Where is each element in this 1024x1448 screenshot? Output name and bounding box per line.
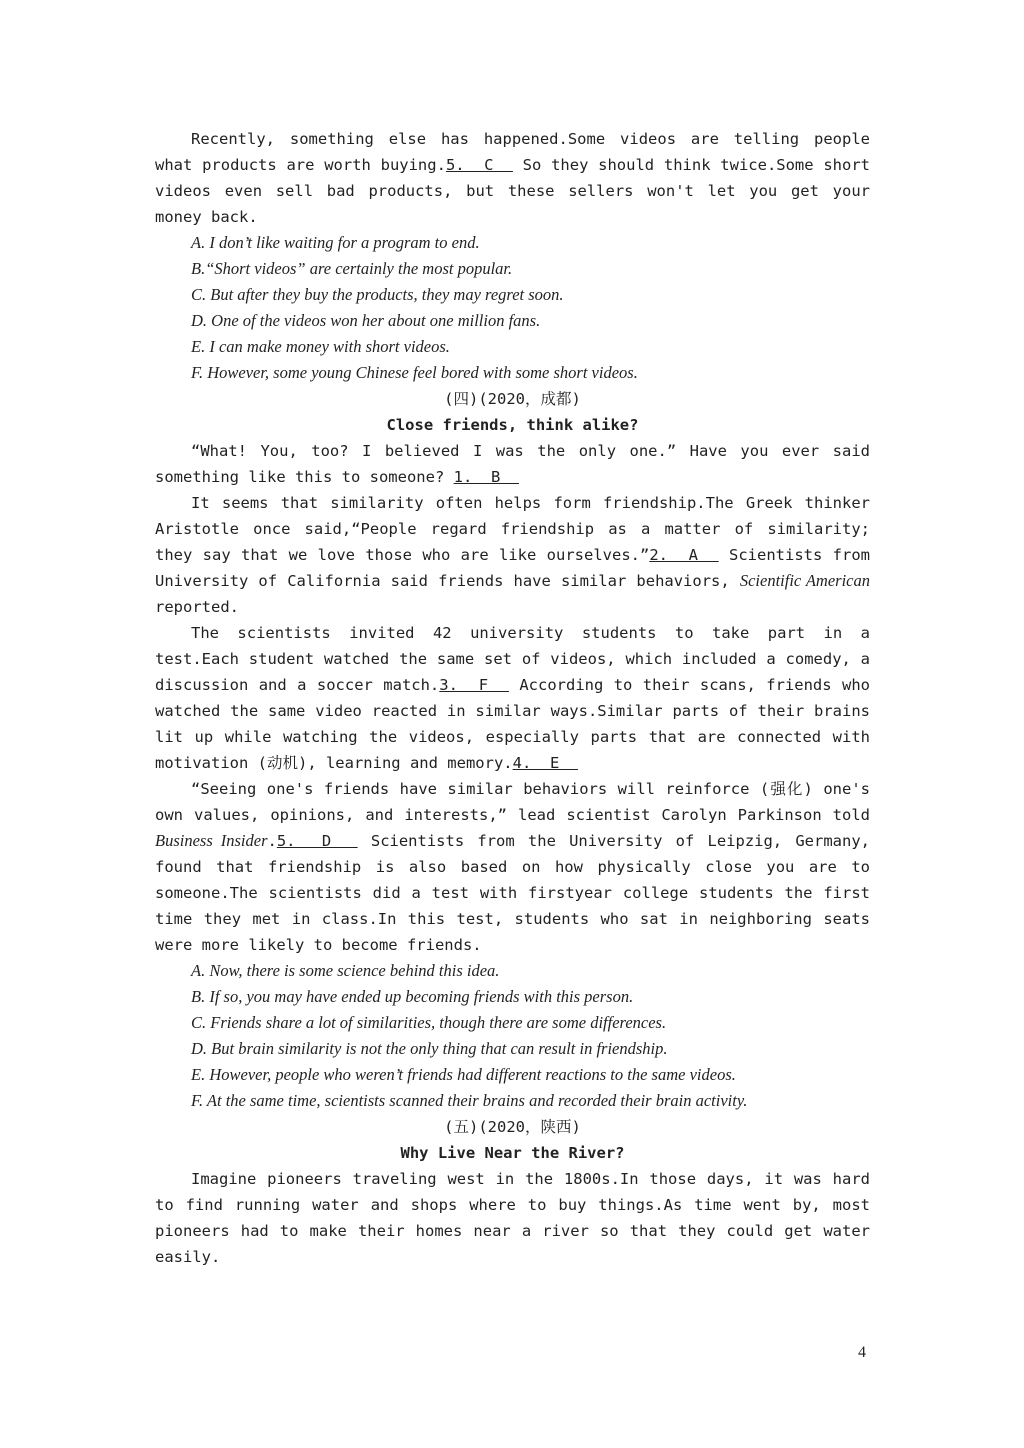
option-a: A. I don’t like waiting for a program to end.: [191, 233, 480, 252]
option-f: F. At the same time, scientists scanned their brains and recorded their brain activity.: [191, 1091, 748, 1110]
answer-blank: 5. D: [276, 832, 358, 850]
text: “Seeing one's friends have similar behaviors will reinforce (强化) one's own values, opinions, and interests,” lead scientist Carolyn Parkinson told: [155, 780, 870, 824]
text: .: [267, 832, 277, 850]
paragraph: [155, 776, 870, 958]
text: Scientists from University of California said friends have similar behaviors,: [155, 546, 870, 590]
option-e: E. I can make money with short videos.: [191, 337, 450, 356]
option-c: C. But after they buy the products, they may regret soon.: [191, 285, 564, 304]
paragraph: [155, 126, 870, 230]
text: So they should think twice.Some short videos even sell bad products, but these sellers won't let you get your money back.: [155, 156, 871, 226]
passage-title: Close friends, think alike?: [386, 416, 639, 434]
option-e: E. However, people who weren’t friends had different reactions to the same videos.: [191, 1065, 736, 1084]
passage-title: Why Live Near the River?: [400, 1144, 625, 1162]
page-number: 4: [858, 1344, 866, 1361]
document-page: [155, 126, 870, 1270]
option-d: D. But brain similarity is not the only thing that can result in friendship.: [191, 1039, 668, 1058]
option-b: B. If so, you may have ended up becoming friends with this person.: [191, 987, 634, 1006]
answer-blank: 2. A: [649, 546, 719, 564]
option-b: B.“Short videos” are certainly the most popular.: [191, 259, 513, 278]
section-label: (四)(2020，成都): [444, 390, 581, 408]
answer-blank: 4. E: [512, 754, 578, 772]
answer-blank: 5. C: [445, 156, 513, 174]
text: reported.: [155, 598, 239, 616]
text: It seems that similarity often helps form friendship.The Greek thinker Aristotle once said,“People regard friendship as a matter of similarity; they say that we love those who are like ourselves.”: [155, 494, 870, 564]
paragraph: Imagine pioneers traveling west in the 1800s.In those days, it was hard to find running water and shops where to buy things.As time went by, most pioneers had to make their homes near a river so that they could get water easily.: [155, 1170, 870, 1266]
paragraph: [155, 620, 870, 776]
section-label: (五)(2020，陕西): [444, 1118, 581, 1136]
answer-blank: 3. F: [439, 676, 509, 694]
option-f: F. However, some young Chinese feel bored with some short videos.: [191, 363, 638, 382]
paragraph: [155, 490, 870, 620]
paragraph: [155, 438, 870, 490]
text: “What! You, too? I believed I was the only one.” Have you ever said something like this to someone?: [155, 442, 870, 486]
text: Scientists from the University of Leipzig, Germany, found that friendship is also based on how physically close you are to someone.The scientists did a test with firstyear college students the first time they met in class.In this test, students who sat in neighboring seats were more likely to become friends.: [155, 832, 870, 954]
option-c: C. Friends share a lot of similarities, though there are some differences.: [191, 1013, 667, 1032]
answer-blank: 1. B: [453, 468, 519, 486]
text: The scientists invited 42 university students to take part in a test.Each student watched the same set of videos, which included a comedy, a discussion and a soccer match.: [155, 624, 870, 694]
option-d: D. One of the videos won her about one million fans.: [191, 311, 541, 330]
option-a: A. Now, there is some science behind this idea.: [191, 961, 500, 980]
text: Recently, something else has happened.Some videos are telling people what products are worth buying.: [155, 130, 870, 174]
text: According to their scans, friends who watched the same video reacted in similar ways.Similar parts of their brains lit up while watching the videos, especially parts that are connected with motivation (动机), learning and memory.: [155, 676, 870, 772]
publication-name: Business Insider: [155, 831, 268, 850]
publication-name: Scientific American: [739, 571, 870, 590]
